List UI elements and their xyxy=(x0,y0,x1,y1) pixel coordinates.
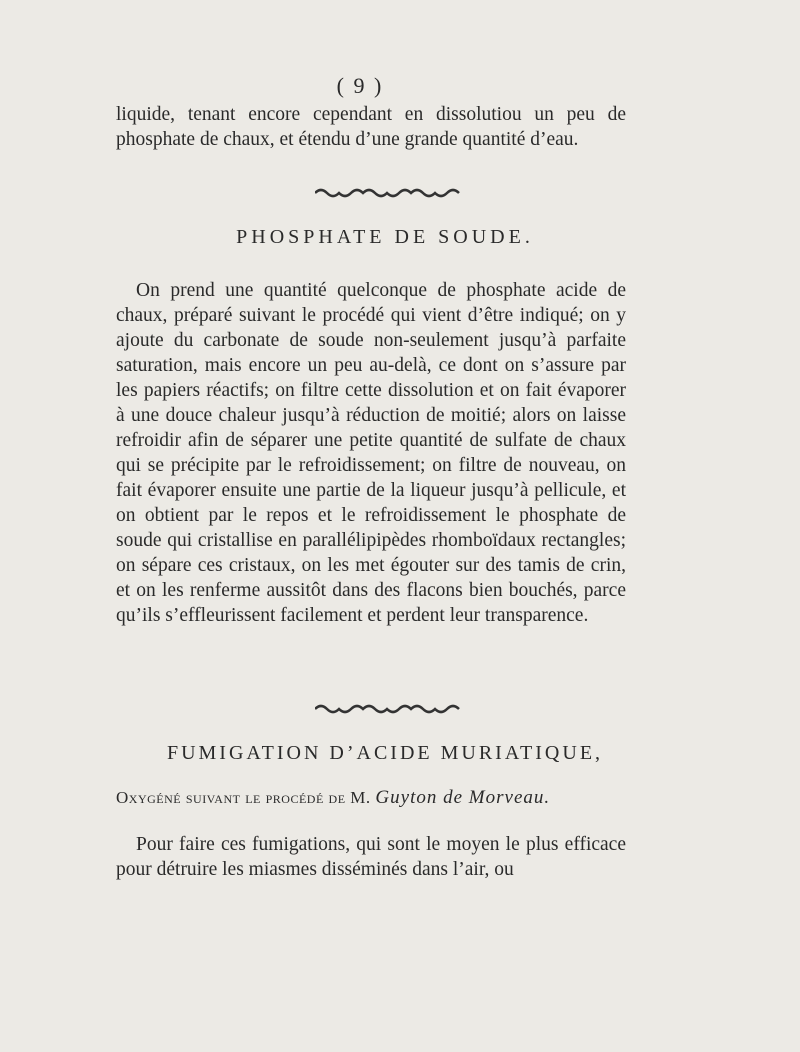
ornament-divider xyxy=(0,186,780,204)
section-subheading xyxy=(116,787,636,809)
section-heading-fumigation: FUMIGATION D’ACIDE MURIATIQUE, xyxy=(166,742,604,764)
paragraph-phosphate: On prend une quantité quelconque de phosphate acide de chaux, préparé suivant le procédé qui vient d’être indiqué; on y ajoute du carbonate de soude non-seulement jusqu’à parfaite saturation, mais encore un peu au-delà, ce dont on s’assure par les papiers réactifs; on filtre cette dissolution et on fait évaporer à une douce chaleur jusqu’à réduction de moitié; alors on laisse refroidir afin de séparer une petite quantité de sulfate de chaux qui se précipite par le refroidissement; on filtre de nouveau, on fait évaporer ensuite une partie de la liqueur jusqu’à pellicule, et on obtient par le repos et le refroidissement le phosphate de soude qui cristallise en parallélipipèdes rhomboïdaux rectangles; on sépare ces cristaux, on les met égouter sur des tamis de crin, et on les renferme aussitôt dans des flacons bien bouchés, parce qu’ils s’effleurissent facilement et perdent leur transparence. xyxy=(116,280,626,626)
wave-ornament-icon xyxy=(315,187,465,199)
ornament-divider xyxy=(0,702,780,720)
section-heading-phosphate: PHOSPHATE DE SOUDE. xyxy=(236,226,534,248)
page-number: ( 9 ) xyxy=(336,73,384,98)
paragraph-fumigation: Pour faire ces fumigations, qui sont le moyen le plus efficace pour détruire les miasmes disséminés dans l’air, ou xyxy=(116,834,626,880)
subheading-author: Guyton de Morveau. xyxy=(375,787,551,808)
wave-ornament-icon xyxy=(315,703,465,715)
subheading-prefix: Oxygéné suivant le procédé de M. xyxy=(116,788,371,807)
paragraph-continuation: liquide, tenant encore cependant en dissolutiou un peu de phosphate de chaux, et étendu d’une grande quantité d’eau. xyxy=(116,104,626,150)
